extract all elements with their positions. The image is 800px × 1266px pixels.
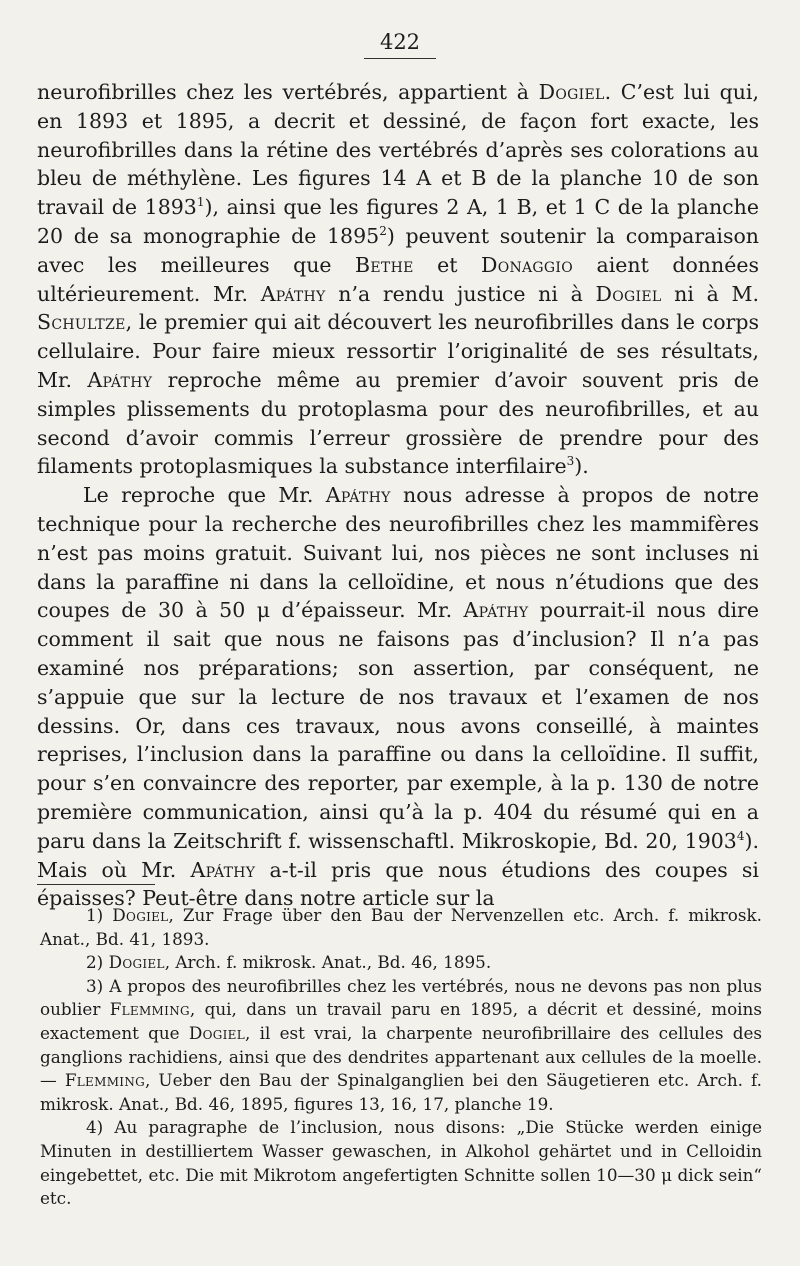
author-name: Apáthy: [87, 367, 153, 392]
author-name: Apáthy: [325, 483, 391, 508]
author-name: Flemming: [109, 999, 190, 1020]
author-name: Donaggio: [480, 252, 574, 277]
text-run: Le reproche que Mr.: [83, 483, 326, 508]
footnote-separator: [37, 884, 155, 885]
footnote: [40, 1116, 762, 1210]
body-text: [37, 78, 759, 913]
text-run: , qui, dans un travail paru en 1895, a décrit et dessiné, moins exactement que: [40, 999, 762, 1043]
footnote: [40, 904, 762, 951]
text-run: a-t-il pris que nous étudions des coupes si épaisses? Peut-être dans notre article sur la: [37, 857, 759, 911]
author-name: Dogiel: [112, 905, 169, 925]
text-run: , Zur Frage über den Bau der Nervenzellen etc. Arch. f. mikrosk. Anat., Bd. 41, 1893.: [40, 905, 762, 949]
text-run: ). Mais où Mr.: [37, 828, 759, 882]
text-run: ).: [574, 454, 589, 479]
author-name: Dogiel: [595, 281, 662, 306]
page-number-underline: [364, 58, 436, 59]
text-run: nous adresse à propos de notre technique pour la recherche des neurofibrilles chez les mammifères n’est pas moins gratuit. Suivant lui, nos pièces ne sont incluses ni dans la paraffine ni dans la celloïdine, et nous n’étudions que des coupes de 30 à 50 μ d’épaisseur. Mr.: [37, 483, 759, 623]
text-run: ni à M.: [661, 281, 760, 306]
paragraph: [37, 78, 759, 481]
footnote-ref: 2: [379, 224, 387, 239]
text-run: reproche même au premier d’avoir souvent pris de simples plissements du protoplasma pour des neurofibrilles, et au second d’avoir commis l’erreur grossière de prendre pour des filaments protoplasmiques la substance interfilaire: [37, 367, 759, 479]
text-run: ) peuvent soutenir la comparaison avec les meilleures que: [37, 223, 760, 277]
author-name: Schultze: [37, 310, 126, 335]
text-run: ), ainsi que les figures 2 A, 1 B, et 1 C de la planche 20 de sa monographie de 1895: [37, 195, 759, 248]
text-run: et: [413, 252, 481, 277]
author-name: Apáthy: [190, 857, 256, 882]
footnote: [40, 975, 762, 1117]
author-name: Dogiel: [538, 80, 605, 104]
text-run: 4) Au paragraphe de l’inclusion, nous disons: „Die Stücke werden einige Minuten in destilliertem Wasser gewaschen, in Alkohol gehärtet und in Celloidin eingebettet, etc. Die mit Mikrotom angefertigten Schnitte sollen 10—30 μ dick sein“ etc.: [40, 1117, 762, 1209]
text-run: aient données ultérieurement. Mr.: [37, 252, 759, 306]
footnote-ref: 4: [736, 828, 745, 843]
paragraph: [37, 481, 759, 913]
footnote-ref: 1: [196, 195, 205, 210]
text-run: 1): [86, 905, 113, 925]
text-run: , il est vrai, la charpente neurofibrillaire des cellules des ganglions rachidiens, ainsi que des dendrites appartenant aux cellules de la moelle. —: [40, 1022, 762, 1091]
author-name: Bethe: [355, 252, 414, 277]
footnote: [40, 951, 762, 975]
author-name: Apáthy: [260, 281, 326, 306]
author-name: Apáthy: [463, 598, 529, 623]
text-run: , Ueber den Bau der Spinalganglien bei den Säugetieren etc. Arch. f. mikrosk. Anat., Bd. 46, 1895, figures 13, 16, 17, planche 19.: [40, 1070, 762, 1114]
author-name: Dogiel: [188, 1022, 246, 1043]
text-run: 2): [86, 952, 109, 973]
footnote-ref: 3: [566, 454, 575, 469]
text-run: 3) A propos des neurofibrilles chez les vertébrés, nous ne devons pas non plus oublier: [40, 975, 762, 1020]
text-run: , le premier qui ait découvert les neurofibrilles dans le corps cellulaire. Pour faire mieux ressortir l’originalité de ses résultats, Mr.: [37, 310, 759, 392]
page-number: 422: [379, 30, 421, 54]
author-name: Dogiel: [108, 952, 165, 973]
footnotes: [40, 904, 762, 1211]
author-name: Flemming: [64, 1070, 146, 1091]
text-run: n’a rendu justice ni à: [325, 281, 596, 306]
text-run: pourrait-il nous dire comment il sait que nous ne faisons pas d’inclusion? Il n’a pas examiné nos préparations; son assertion, par conséquent, ne s’appuie que sur la lecture de nos travaux et l’examen de nos dessins. Or, dans ces travaux, nous avons conseillé, à maintes reprises, l’inclusion dans la paraffine ou dans la celloïdine. Il suffit, pour s’en convaincre des reporter, par exemple, à la p. 130 de notre première communication, ainsi qu’à la p. 404 du résumé qui en a paru dans la Zeitschrift f. wissenschaftl. Mikroskopie, Bd. 20, 1903: [37, 598, 759, 853]
text-run: , Arch. f. mikrosk. Anat., Bd. 46, 1895.: [164, 952, 492, 973]
text-run: . C’est lui qui, en 1893 et 1895, a decrit et dessiné, de façon fort exacte, les neurofibrilles dans la rétine des vertébrés d’après ses colorations au bleu de méthylène. Les figures 14 A et B de la planche 10 de son travail de 1893: [37, 80, 759, 220]
text-run: neurofibrilles chez les vertébrés, appartient à: [37, 80, 539, 104]
